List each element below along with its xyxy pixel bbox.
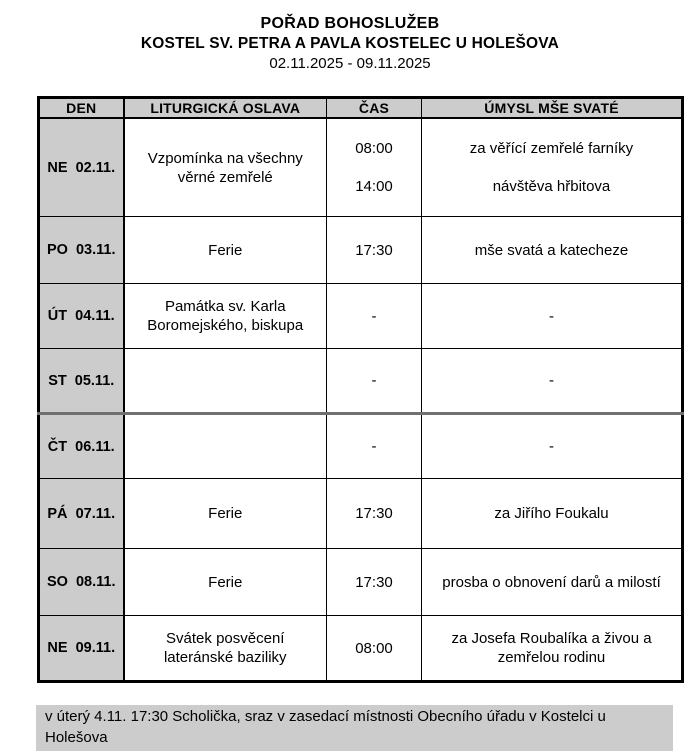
intention-cell: mše svatá a katecheze	[422, 217, 683, 284]
table-row-so-08-11	[39, 549, 683, 616]
time-cell: 08:00	[327, 616, 422, 682]
column-header-cas: ČAS	[327, 98, 422, 119]
liturgy-cell: Ferie	[124, 217, 327, 284]
liturgy-cell: Ferie	[124, 479, 327, 549]
time-entry: 08:00	[355, 140, 393, 158]
day-cell: ST 05.11.	[39, 349, 124, 414]
table-row-st-05-11	[39, 349, 683, 414]
intention-cell: -	[422, 414, 683, 479]
time-cell	[327, 118, 422, 217]
schedule-table	[37, 96, 684, 683]
time-stack	[333, 121, 415, 214]
column-header-den: DEN	[39, 98, 124, 119]
table-row-po-03-11	[39, 217, 683, 284]
table-row-pa-07-11	[39, 479, 683, 549]
table-header-row	[39, 98, 683, 119]
time-cell: 17:30	[327, 217, 422, 284]
intention-cell	[422, 118, 683, 217]
time-cell: 17:30	[327, 479, 422, 549]
time-cell: 17:30	[327, 549, 422, 616]
footer-note: v úterý 4.11. 17:30 Scholička, sraz v zasedací místnosti Obecního úřadu v Kostelci u Holešova	[36, 705, 673, 751]
table-row-ct-06-11	[39, 414, 683, 479]
time-entry: 14:00	[355, 177, 393, 195]
liturgy-cell: Ferie	[124, 549, 327, 616]
liturgy-cell: Svátek posvěcení lateránské baziliky	[124, 616, 327, 682]
liturgy-cell: Vzpomínka na všechny věrné zemřelé	[124, 118, 327, 217]
liturgy-cell: Památka sv. Karla Boromejského, biskupa	[124, 284, 327, 349]
time-cell: -	[327, 414, 422, 479]
day-cell: NE 09.11.	[39, 616, 124, 682]
column-header-liturgicka-oslava: LITURGICKÁ OSLAVA	[124, 98, 327, 119]
day-cell: NE 02.11.	[39, 118, 124, 217]
table-row-ne-02-11	[39, 118, 683, 217]
intention-cell: za Josefa Roubalíka a živou a zemřelou rodinu	[422, 616, 683, 682]
intention-cell: -	[422, 284, 683, 349]
column-header-umysl: ÚMYSL MŠE SVATÉ	[422, 98, 683, 119]
day-cell: ČT 06.11.	[39, 414, 124, 479]
day-cell: PO 03.11.	[39, 217, 124, 284]
time-cell: -	[327, 284, 422, 349]
liturgy-cell	[124, 349, 327, 414]
intention-cell: -	[422, 349, 683, 414]
page-title: POŘAD BOHOSLUŽEB	[260, 15, 440, 32]
liturgy-cell	[124, 414, 327, 479]
date-range: 02.11.2025 - 09.11.2025	[269, 55, 431, 72]
intention-entry: návštěva hřbitova	[492, 177, 611, 195]
time-cell: -	[327, 349, 422, 414]
church-name: KOSTEL SV. PETRA A PAVLA KOSTELEC U HOLEŠOVA	[140, 35, 560, 52]
document-header	[0, 0, 700, 74]
table-row-ut-04-11	[39, 284, 683, 349]
intention-cell: prosba o obnovení darů a milostí	[422, 549, 683, 616]
intention-stack	[428, 121, 675, 214]
intention-cell: za Jiřího Foukalu	[422, 479, 683, 549]
day-cell: ÚT 04.11.	[39, 284, 124, 349]
intention-entry: za věřící zemřelé farníky	[469, 140, 634, 158]
day-cell: SO 08.11.	[39, 549, 124, 616]
table-row-ne-09-11	[39, 616, 683, 682]
day-cell: PÁ 07.11.	[39, 479, 124, 549]
